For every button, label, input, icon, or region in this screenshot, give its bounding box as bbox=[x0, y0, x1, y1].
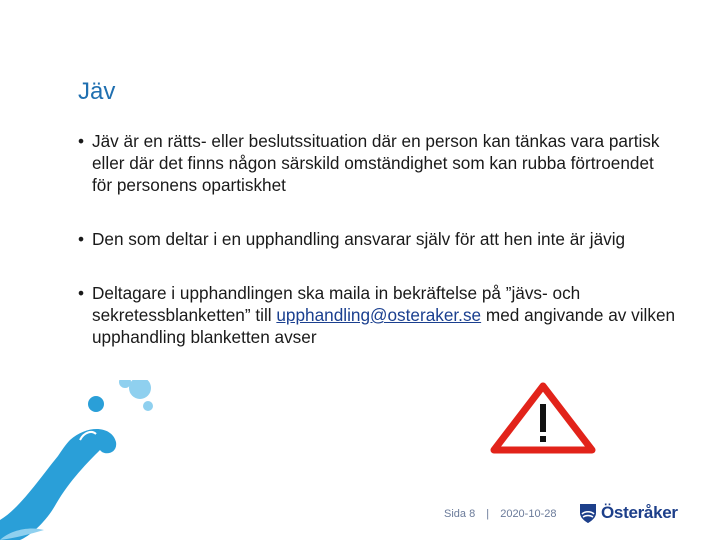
bullet-marker: • bbox=[78, 229, 85, 249]
splash-drop bbox=[88, 396, 104, 412]
page-number: 8 bbox=[469, 508, 476, 520]
footer-date: 2020-10-28 bbox=[500, 508, 557, 520]
bullet-text: Jäv är en rätts- eller beslutssituation där en person kan tänkas vara partisk eller där det finns någon särskild omständighet som kan rubba förtroendet för personens opartiskhet bbox=[92, 131, 660, 195]
exclamation-bar bbox=[540, 404, 546, 432]
bullet-item bbox=[78, 228, 678, 250]
exclamation-dot bbox=[540, 436, 546, 442]
bullet-text-before: Deltagare i upphandlingen ska maila in bekräftelse på ”jävs- och sekretessblanketten” till bbox=[92, 283, 581, 325]
dolphin-splash-decoration bbox=[0, 380, 160, 540]
bullet-marker: • bbox=[78, 283, 85, 303]
footer-meta bbox=[444, 508, 556, 520]
bullet-marker: • bbox=[78, 131, 85, 151]
email-link[interactable]: upphandling@osteraker.se bbox=[276, 305, 482, 325]
footer-separator: | bbox=[486, 508, 490, 520]
splash-drop bbox=[129, 380, 151, 399]
page-label: Sida bbox=[444, 508, 467, 520]
bullet-item bbox=[78, 282, 678, 348]
bullet-text: Den som deltar i en upphandling ansvarar själv för att hen inte är jävig bbox=[92, 229, 626, 249]
bullet-item bbox=[78, 130, 678, 196]
splash-drop bbox=[143, 401, 153, 411]
warning-triangle-icon bbox=[490, 382, 596, 454]
bullet-text-after: med angivande av vilken upphandling blanketten avser bbox=[92, 305, 676, 347]
bullet-list bbox=[78, 130, 678, 380]
logo bbox=[578, 502, 678, 524]
slide-title: Jäv bbox=[78, 78, 116, 105]
dolphin-shape bbox=[0, 429, 116, 540]
shield-icon bbox=[578, 502, 598, 524]
logo-text: Österåker bbox=[601, 503, 678, 522]
